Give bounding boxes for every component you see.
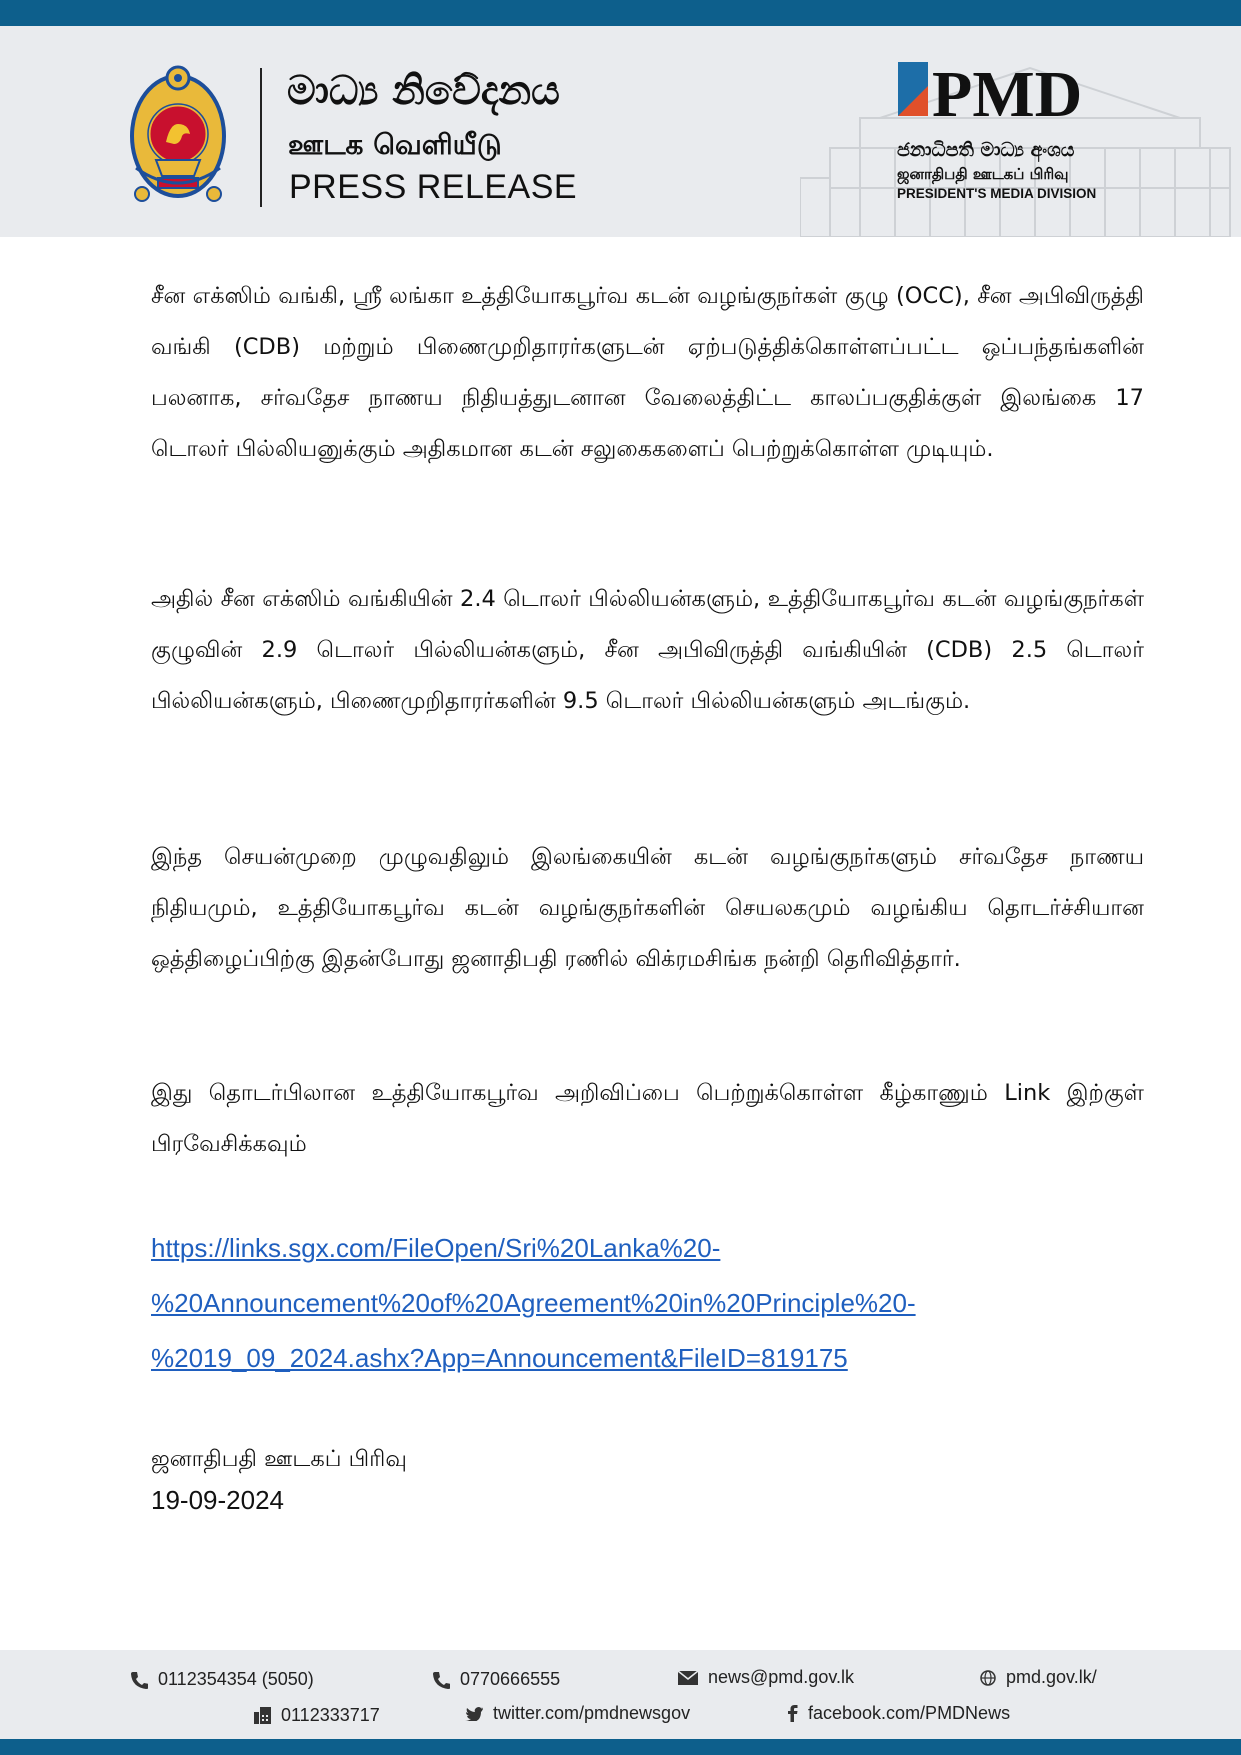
- division-name-tamil: ஜனாதிபதி ஊடகப் பிரிவு: [897, 165, 1069, 183]
- facebook-icon: [788, 1705, 798, 1722]
- contact-email[interactable]: [678, 1667, 854, 1688]
- contact-mobile[interactable]: [432, 1669, 560, 1690]
- press-release-header: [0, 26, 1241, 237]
- pmd-logo: [898, 62, 1104, 146]
- mobile-number: 0770666555: [460, 1669, 561, 1689]
- contact-twitter[interactable]: [465, 1703, 690, 1724]
- website-url: pmd.gov.lk/: [1006, 1667, 1097, 1687]
- signature: ஜனாதிபதி ஊடகப் பிரிவு: [151, 1446, 407, 1472]
- pmd-logo-text: PMD: [932, 62, 1083, 131]
- contact-footer: [0, 1650, 1241, 1739]
- title-sinhala: මාධ්‍ය නිවේදනය: [287, 68, 560, 114]
- division-name-english: PRESIDENT'S MEDIA DIVISION: [897, 186, 1097, 201]
- contact-fax[interactable]: [254, 1705, 380, 1726]
- announcement-link-line-1[interactable]: https://links.sgx.com/FileOpen/Sri%20Lanka%20-: [151, 1233, 721, 1263]
- division-name-sinhala: ජනාධිපති මාධ්‍ය අංශය: [897, 139, 1075, 161]
- paragraph-2: அதில் சீன எக்ஸிம் வங்கியின் 2.4 டொலர் பில்லியன்களும், உத்தியோகபூர்வ கடன் வழங்குநர்கள் குழுவின் 2.9 டொலர் பில்லியன்களும், சீன அபிவிருத்தி வங்கியின் (CDB) 2.5 டொலர் பில்லியன்களும், பிணைமுறிதாரர்களின் 9.5 டொலர் பில்லியன்களும் அடங்கும்.: [151, 586, 1144, 714]
- contact-facebook[interactable]: [788, 1703, 1010, 1724]
- announcement-link-line-2[interactable]: %20Announcement%20of%20Agreement%20in%20Principle%20-: [151, 1288, 916, 1318]
- phone-icon: [130, 1671, 148, 1689]
- twitter-icon: [465, 1706, 483, 1721]
- top-color-bar: [0, 0, 1241, 26]
- header-divider: [260, 68, 262, 207]
- email-address: news@pmd.gov.lk: [708, 1667, 854, 1687]
- paragraph-3: இந்த செயன்முறை முழுவதிலும் இலங்கையின் கடன் வழங்குநர்களும் சர்வதேச நாணய நிதியமும், உத்தியோகபூர்வ கடன் வழங்குநர்களின் செயலகமும் வழங்கிய தொடர்ச்சியான ஒத்திழைப்பிற்கு இதன்போது ஜனாதிபதி ரணில் விக்ரமசிங்க நன்றி தெரிவித்தார்.: [151, 844, 1144, 972]
- contact-phone[interactable]: [130, 1669, 314, 1690]
- fax-number: 0112333717: [281, 1705, 380, 1725]
- announcement-link[interactable]: [151, 1221, 1151, 1386]
- contact-website[interactable]: [980, 1667, 1097, 1688]
- paragraph-4: இது தொடர்பிலான உத்தியோகபூர்வ அறிவிப்பை பெற்றுக்கொள்ள கீழ்காணும் Link இற்குள் பிரவேசிக்கவும்: [151, 1080, 1144, 1157]
- phone-number: 0112354354 (5050): [158, 1669, 314, 1689]
- announcement-link-line-3[interactable]: %2019_09_2024.ashx?App=Announcement&FileID=819175: [151, 1343, 848, 1373]
- mobile-phone-icon: [432, 1671, 450, 1689]
- title-english: PRESS RELEASE: [289, 168, 578, 206]
- fax-icon: [254, 1707, 271, 1724]
- release-date: 19-09-2024: [151, 1485, 284, 1515]
- paragraph-1: சீன எக்ஸிம் வங்கி, ஸ்ரீ லங்கா உத்தியோகபூர்வ கடன் வழங்குநர்கள் குழு (OCC), சீன அபிவிருத்தி வங்கி (CDB) மற்றும் பிணைமுறிதாரர்களுடன் ஏற்படுத்திக்கொள்ளப்பட்ட ஒப்பந்தங்களின் பலனாக, சர்வதேச நாணய நிதியத்துடனான வேலைத்திட்ட காலப்பகுதிக்குள் இலங்கை 17 டொலர் பில்லியனுக்கும் அதிகமான கடன் சலுகைகளைப் பெற்றுக்கொள்ள முடியும்.: [151, 283, 1144, 462]
- title-tamil: ஊடக வெளியீடு: [288, 128, 502, 161]
- globe-icon: [980, 1670, 996, 1686]
- bottom-color-bar: [0, 1739, 1241, 1755]
- sri-lanka-emblem-icon: [128, 64, 228, 210]
- email-icon: [678, 1671, 698, 1685]
- facebook-page: facebook.com/PMDNews: [808, 1703, 1011, 1723]
- twitter-handle: twitter.com/pmdnewsgov: [493, 1703, 691, 1723]
